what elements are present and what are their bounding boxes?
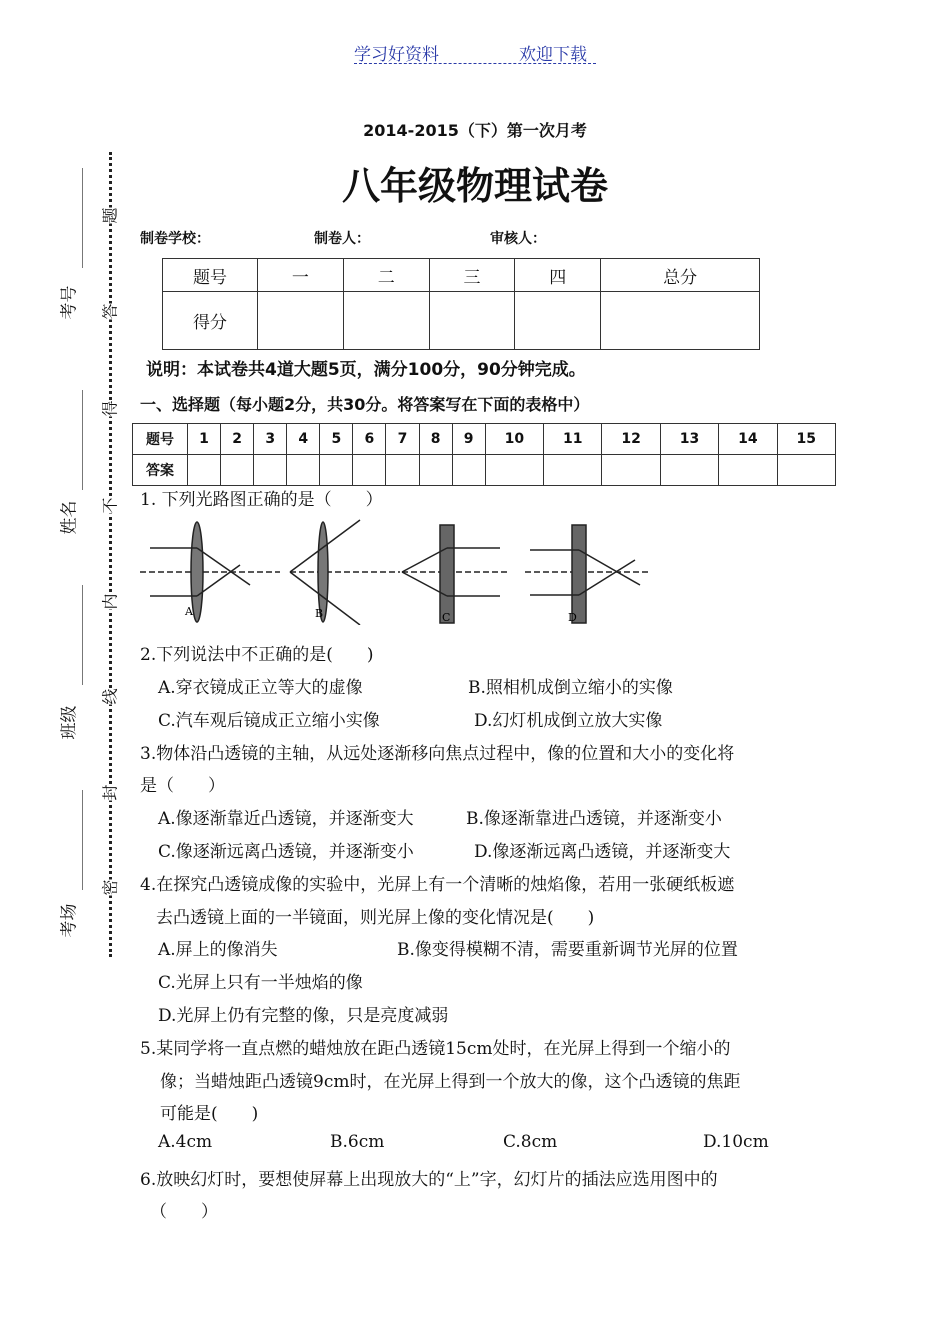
score-table bbox=[162, 258, 760, 350]
score-header: 二 bbox=[343, 259, 429, 292]
header-underline bbox=[354, 63, 596, 64]
q5-option-d: D.10cm bbox=[703, 1132, 769, 1152]
answer-cell[interactable] bbox=[221, 455, 254, 486]
seal-char: 线 bbox=[98, 688, 121, 704]
answer-cell[interactable] bbox=[660, 455, 718, 486]
answer-cell[interactable] bbox=[544, 455, 602, 486]
score-cell bbox=[343, 292, 429, 350]
answer-number: 2 bbox=[221, 424, 254, 455]
answer-cell[interactable] bbox=[254, 455, 287, 486]
q5-option-b: B.6cm bbox=[330, 1132, 385, 1152]
answer-cell[interactable] bbox=[777, 455, 836, 486]
answer-number: 8 bbox=[419, 424, 452, 455]
concave-lens-c bbox=[440, 525, 454, 623]
meta-author: 制卷人： bbox=[314, 231, 370, 247]
question-6-cont: （ ） bbox=[150, 1202, 218, 1222]
header-left: 学习好资料 bbox=[354, 45, 439, 65]
question-3: 3.物体沿凸透镜的主轴，从远处逐渐移向焦点过程中，像的位置和大小的变化将 bbox=[140, 744, 735, 764]
seal-char: 得 bbox=[98, 400, 121, 416]
answer-cell[interactable] bbox=[188, 455, 221, 486]
score-header: 总分 bbox=[601, 259, 760, 292]
q5-option-c: C.8cm bbox=[503, 1132, 558, 1152]
answer-cell[interactable] bbox=[602, 455, 660, 486]
field-line bbox=[82, 585, 83, 685]
answer-number: 10 bbox=[485, 424, 543, 455]
q2-option-d: D.幻灯机成倒立放大实像 bbox=[474, 711, 663, 731]
score-row-label: 得分 bbox=[163, 292, 258, 350]
header-right: 欢迎下载 bbox=[519, 45, 587, 65]
seal-char: 内 bbox=[98, 593, 121, 609]
field-name: 姓名 bbox=[59, 500, 80, 535]
seal-char: 答 bbox=[98, 303, 121, 319]
field-line bbox=[82, 168, 83, 268]
answer-number: 11 bbox=[544, 424, 602, 455]
q2-option-c: C.汽车观后镜成正立缩小实像 bbox=[158, 711, 380, 731]
question-4-cont: 去凸透镜上面的一半镜面，则光屏上像的变化情况是( ) bbox=[156, 908, 595, 928]
answer-table bbox=[132, 423, 836, 486]
score-header: 一 bbox=[258, 259, 344, 292]
score-header: 题号 bbox=[163, 259, 258, 292]
seal-char: 不 bbox=[98, 497, 121, 513]
q3-option-d: D.像逐渐远离凸透镜，并逐渐变大 bbox=[474, 842, 731, 862]
score-header: 三 bbox=[429, 259, 515, 292]
answer-cell[interactable] bbox=[353, 455, 386, 486]
q4-option-a: A.屏上的像消失 bbox=[158, 940, 278, 960]
score-header: 四 bbox=[515, 259, 601, 292]
field-class: 班级 bbox=[59, 705, 80, 740]
diagram-label-d: D bbox=[568, 611, 577, 624]
question-5-cont: 像；当蜡烛距凸透镜9cm时，在光屏上得到一个放大的像，这个凸透镜的焦距 bbox=[160, 1072, 741, 1092]
answer-header-label: 题号 bbox=[133, 424, 188, 455]
exam-subtitle: 2014-2015（下）第一次月考 bbox=[363, 121, 587, 140]
q4-option-c: C.光屏上只有一半烛焰的像 bbox=[158, 973, 363, 993]
answer-cell[interactable] bbox=[320, 455, 353, 486]
question-2: 2.下列说法中不正确的是( ) bbox=[140, 645, 374, 665]
question-3-cont: 是（ ） bbox=[140, 776, 225, 796]
answer-number: 13 bbox=[660, 424, 718, 455]
score-cell bbox=[601, 292, 760, 350]
answer-cell[interactable] bbox=[485, 455, 543, 486]
score-cell bbox=[429, 292, 515, 350]
score-cell bbox=[515, 292, 601, 350]
exam-note: 说明：本试卷共4道大题5页，满分100分，90分钟完成。 bbox=[146, 360, 586, 380]
field-line bbox=[82, 790, 83, 890]
answer-number: 12 bbox=[602, 424, 660, 455]
seal-char: 密 bbox=[98, 879, 121, 895]
answer-number: 6 bbox=[353, 424, 386, 455]
seal-char: 封 bbox=[98, 784, 121, 800]
answer-number: 7 bbox=[386, 424, 419, 455]
question-1: 1. 下列光路图正确的是（ ） bbox=[140, 490, 383, 510]
answer-number: 14 bbox=[719, 424, 777, 455]
field-line bbox=[82, 390, 83, 490]
q2-option-b: B.照相机成倒立缩小的实像 bbox=[468, 678, 673, 698]
diagram-label-a: A bbox=[185, 605, 193, 618]
question-5: 5.某同学将一直点燃的蜡烛放在距凸透镜15cm处时，在光屏上得到一个缩小的 bbox=[140, 1039, 731, 1059]
concave-lens-d bbox=[572, 525, 586, 623]
answer-cell[interactable] bbox=[452, 455, 485, 486]
meta-school: 制卷学校： bbox=[140, 231, 210, 247]
answer-cell[interactable] bbox=[419, 455, 452, 486]
answer-number: 5 bbox=[320, 424, 353, 455]
answer-number: 15 bbox=[777, 424, 836, 455]
answer-number: 9 bbox=[452, 424, 485, 455]
field-exam-number: 考号 bbox=[59, 285, 80, 320]
q3-option-b: B.像逐渐靠进凸透镜，并逐渐变小 bbox=[466, 809, 722, 829]
field-exam-room: 考场 bbox=[59, 903, 80, 938]
q5-option-a: A.4cm bbox=[158, 1132, 213, 1152]
answer-row-label: 答案 bbox=[133, 455, 188, 486]
answer-cell[interactable] bbox=[719, 455, 777, 486]
diagram-label-c: C bbox=[442, 611, 451, 624]
question-5-cont2: 可能是( ) bbox=[160, 1104, 259, 1124]
q3-option-c: C.像逐渐远离凸透镜，并逐渐变小 bbox=[158, 842, 414, 862]
answer-cell[interactable] bbox=[287, 455, 320, 486]
q2-option-a: A.穿衣镜成正立等大的虚像 bbox=[158, 678, 363, 698]
q4-option-d: D.光屏上仍有完整的像，只是亮度减弱 bbox=[158, 1006, 449, 1026]
score-cell bbox=[258, 292, 344, 350]
question-4: 4.在探究凸透镜成像的实验中，光屏上有一个清晰的烛焰像，若用一张硬纸板遮 bbox=[140, 875, 735, 895]
question-1-lens-diagrams bbox=[140, 515, 660, 625]
q3-option-a: A.像逐渐靠近凸透镜，并逐渐变大 bbox=[158, 809, 414, 829]
answer-cell[interactable] bbox=[386, 455, 419, 486]
exam-title: 八年级物理试卷 bbox=[341, 164, 608, 208]
answer-number: 1 bbox=[188, 424, 221, 455]
question-6: 6.放映幻灯时，要想使屏幕上出现放大的“上”字，幻灯片的插法应选用图中的 bbox=[140, 1170, 718, 1190]
answer-number: 4 bbox=[287, 424, 320, 455]
meta-reviewer: 审核人： bbox=[490, 231, 546, 247]
seal-dotted-line bbox=[109, 152, 112, 957]
answer-number: 3 bbox=[254, 424, 287, 455]
diagram-label-b: B bbox=[315, 607, 324, 620]
seal-char: 题 bbox=[98, 207, 121, 223]
section-1-heading: 一、选择题（每小题2分，共30分。将答案写在下面的表格中） bbox=[140, 395, 590, 414]
q4-option-b: B.像变得模糊不清，需要重新调节光屏的位置 bbox=[397, 940, 738, 960]
